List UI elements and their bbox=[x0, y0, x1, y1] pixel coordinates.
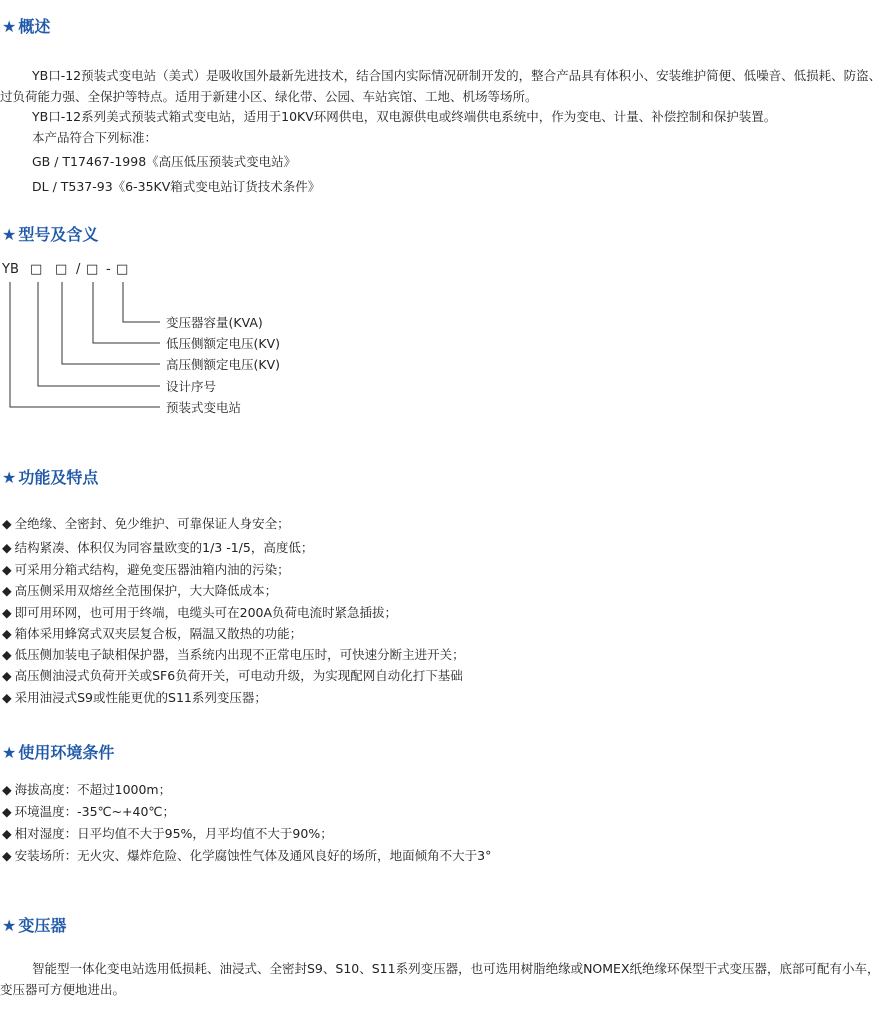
diamond-bullet-icon: ◆ bbox=[2, 668, 12, 683]
model-code-dash: - bbox=[106, 262, 111, 277]
diamond-bullet-icon: ◆ bbox=[2, 562, 12, 577]
star-icon: ★ bbox=[2, 225, 17, 244]
diamond-bullet-icon: ◆ bbox=[2, 826, 12, 841]
model-code-slash: / bbox=[76, 262, 81, 277]
feature-item: ◆ 高压侧采用双熔丝全范围保护，大大降低成本； bbox=[2, 583, 278, 598]
feature-item: ◆ 低压侧加装电子缺相保护器，当系统内出现不正常电压时，可快速分断主进开关； bbox=[2, 647, 465, 662]
diamond-bullet-icon: ◆ bbox=[2, 848, 12, 863]
overview-standards-intro: 本产品符合下列标准： bbox=[32, 130, 158, 145]
feature-item: ◆ 箱体采用蜂窝式双夹层复合板，隔温又散热的功能； bbox=[2, 626, 303, 641]
diamond-bullet-icon: ◆ bbox=[2, 516, 12, 531]
environment-item: ◆ 安装场所：无火灾、爆炸危险、化学腐蚀性气体及通风良好的场所，地面倾角不大于3° bbox=[2, 848, 492, 863]
diamond-bullet-icon: ◆ bbox=[2, 690, 12, 705]
diamond-bullet-icon: ◆ bbox=[2, 626, 12, 641]
environment-item: ◆ 环境温度：-35℃~+40℃； bbox=[2, 804, 175, 819]
section-heading-model: ★ 型号及含义 bbox=[2, 225, 99, 244]
model-code-box-4: □ bbox=[116, 262, 129, 277]
standard-item-2: DL / T537-93《6-35KV箱式变电站订货技术条件》 bbox=[32, 179, 321, 194]
overview-paragraph-2: YB口-12系列美式预装式箱式变电站，适用于10KV环网供电，双电源供电或终端供电系统中，作为变电、计量、补偿控制和保护装置。 bbox=[32, 109, 777, 124]
overview-paragraph-1: YB口-12预装式变电站（美式）是吸收国外最新先进技术，结合国内实际情况研制开发的，整合产品具有体积小、安装维护简便、低噪音、低损耗、防盗、过负荷能力强、全保护等特点。适用于新建小区、绿化带、公园、车站宾馆、工地、机场等场所。 bbox=[0, 68, 882, 104]
star-icon: ★ bbox=[2, 743, 17, 762]
model-code-box-1: □ bbox=[30, 262, 43, 277]
section-heading-transformer: ★ 变压器 bbox=[2, 916, 67, 935]
model-label-low-voltage: 低压侧额定电压(KV) bbox=[166, 336, 281, 351]
diamond-bullet-icon: ◆ bbox=[2, 605, 12, 620]
feature-item: ◆ 高压侧油浸式负荷开关或SF6负荷开关，可电动升级，为实现配网自动化打下基础 bbox=[2, 668, 463, 683]
environment-item: ◆ 海拔高度：不超过1000m； bbox=[2, 782, 172, 797]
model-code-box-2: □ bbox=[55, 262, 68, 277]
star-icon: ★ bbox=[2, 17, 17, 36]
diamond-bullet-icon: ◆ bbox=[2, 540, 12, 555]
section-heading-overview: ★ 概述 bbox=[2, 17, 51, 36]
model-label-capacity: 变压器容量(KVA) bbox=[166, 315, 263, 330]
model-label-substation: 预装式变电站 bbox=[166, 400, 242, 415]
environment-item: ◆ 相对湿度：日平均值不大于95%，月平均值不大于90%； bbox=[2, 826, 333, 841]
star-icon: ★ bbox=[2, 916, 17, 935]
section-heading-environment: ★ 使用环境条件 bbox=[2, 743, 115, 762]
standard-item-1: GB / T17467-1998《高压低压预装式变电站》 bbox=[32, 154, 297, 169]
diamond-bullet-icon: ◆ bbox=[2, 647, 12, 662]
diamond-bullet-icon: ◆ bbox=[2, 804, 12, 819]
model-label-high-voltage: 高压侧额定电压(KV) bbox=[166, 357, 281, 372]
model-label-design-number: 设计序号 bbox=[166, 379, 217, 394]
model-connector-lines bbox=[0, 262, 170, 422]
feature-item: ◆ 采用油浸式S9或性能更优的S11系列变压器； bbox=[2, 690, 267, 705]
diamond-bullet-icon: ◆ bbox=[2, 782, 12, 797]
feature-item: ◆ 即可用环网，也可用于终端，电缆头可在200A负荷电流时紧急插拔； bbox=[2, 605, 398, 620]
feature-item: ◆ 结构紧凑、体积仅为同容量欧变的1/3 -1/5，高度低； bbox=[2, 540, 314, 555]
model-code-prefix: YB bbox=[2, 262, 19, 277]
feature-item: ◆ 全绝缘、全密封、免少维护、可靠保证人身安全； bbox=[2, 516, 290, 531]
diamond-bullet-icon: ◆ bbox=[2, 583, 12, 598]
transformer-paragraph: 智能型一体化变电站选用低损耗、油浸式、全密封S9、S10、S11系列变压器，也可选用树脂绝缘或NOMEX纸绝缘环保型干式变压器，底部可配有小车，变压器可方便地进出。 bbox=[0, 961, 880, 997]
model-code-box-3: □ bbox=[86, 262, 99, 277]
model-diagram bbox=[0, 262, 320, 422]
feature-item: ◆ 可采用分箱式结构，避免变压器油箱内油的污染； bbox=[2, 562, 290, 577]
star-icon: ★ bbox=[2, 468, 17, 487]
section-heading-features: ★ 功能及特点 bbox=[2, 468, 99, 487]
